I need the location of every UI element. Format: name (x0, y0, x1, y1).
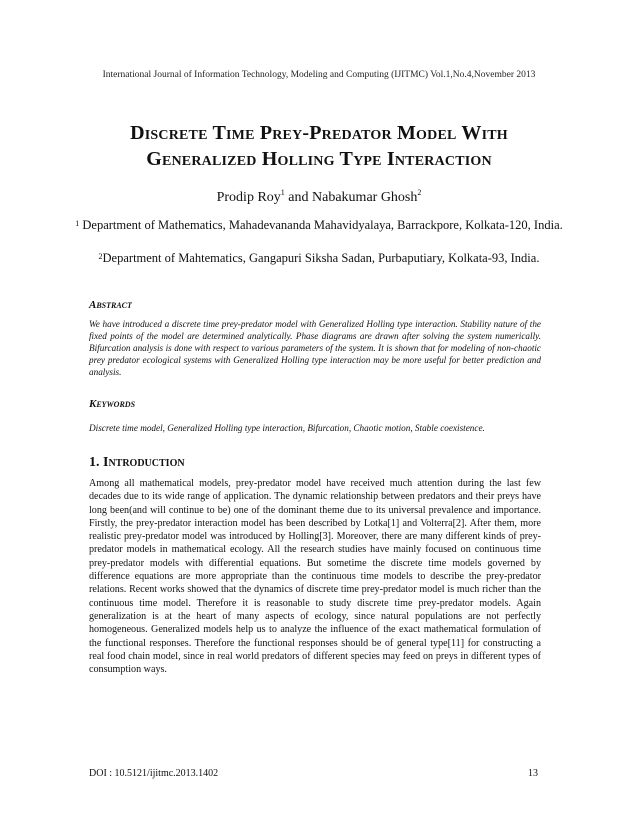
authors (0, 190, 638, 206)
running-header: International Journal of Information Technology, Modeling and Computing (IJITMC) Vol.1,No.4,November 2013 (102, 70, 536, 80)
author-1-sup: 1 (280, 188, 285, 197)
affiliation-1 (70, 218, 568, 233)
introduction-body: Among all mathematical models, prey-predator model have received much attention during the last few decades due to its wide range of application. The dynamic relationship between predators and their preys have long been(and will continue to be) one of the dominant theme due to its universal prevalence and importance. Firstly, the prey-predator interaction model has been described by Lotka[1] and Volterra[2]. After them, more realistic prey-predator model was introduced by Holling[3]. Moreover, there are many different kinds of prey-predator models in mathematical ecology. All the research studies have mainly focused on continuous time prey-predator models with differential equations. But sometime the discrete time models governed by difference equations are more appropriate than the continuous time models to describe the prey-predator relations. Recent works showed that the dynamics of discrete time prey-predator model is much richer than the continuous time model. Therefore it is reasonable to study discrete time prey-predator models. Again generalization is at the heart of many aspects of ecology, since natural populations are not perfectly homogeneous. Generalized models help us to analyze the influence of the exact mathematical formulation of the functional responses. Therefore the functional responses should be of general type[11] for constructing a real food chain model, since in real world predators of different species may feed on preys in different types of consumption ways. (89, 478, 541, 676)
introduction-heading (89, 455, 185, 471)
author-1: Prodip Roy (216, 190, 281, 205)
affiliation-2-text: Department of Mahtematics, Gangapuri Siksha Sadan, Purbaputiary, Kolkata-93, India. (102, 251, 540, 265)
author-joiner: and Nabakumar Ghosh (284, 190, 418, 205)
keywords-body: Discrete time model, Generalized Holling type interaction, Bifurcation, Chaotic motion, Stable coexistence. (89, 423, 485, 433)
title-line-2: Generalized Holling Type Interaction (146, 148, 492, 170)
affiliation-2-sup: 2 (98, 252, 103, 261)
page-number: 13 (528, 768, 538, 779)
abstract-heading: Abstract (89, 299, 132, 311)
abstract-body: We have introduced a discrete time prey-predator model with Generalized Holling type interaction. Stability nature of the fixed points of the model are determined analytically. Phase diagrams are drawn after solving the system numerically. Bifurcation analysis is done with respect to various parameters of the system. It is shown that for modeling of non-chaotic prey predator ecological systems with Generalized Holling type interaction may be more useful for better prediction and analysis. (89, 319, 541, 377)
footer-doi: DOI : 10.5121/ijitmc.2013.1402 (89, 768, 219, 779)
affiliation-2 (60, 251, 578, 266)
section-title: Introduction (103, 455, 185, 470)
title-line-1: Discrete Time Prey-Predator Model With (130, 122, 508, 144)
author-2-sup: 2 (417, 188, 422, 197)
affiliation-1-text: Department of Mathematics, Mahadevananda Mahavidyalaya, Barrackpore, Kolkata-120, India. (79, 218, 563, 232)
section-number: 1. (89, 455, 103, 470)
keywords-heading: Keywords (89, 398, 136, 410)
affiliation-1-sup: 1 (75, 219, 80, 228)
paper-title (60, 120, 578, 172)
